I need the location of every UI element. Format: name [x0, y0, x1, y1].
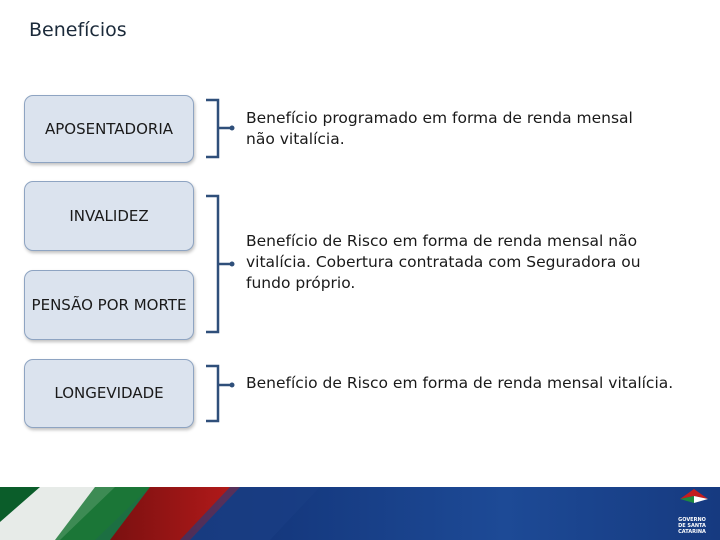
bracket-2: [206, 196, 218, 332]
bracket-1: [206, 100, 218, 157]
box-label: APOSENTADORIA: [44, 119, 174, 138]
description-1: Benefício programado em forma de renda mensal não vitalícia.: [246, 109, 633, 148]
box-label: INVALIDEZ: [69, 206, 149, 225]
logo-text: GOVERNO DE SANTA CATARINA: [678, 517, 706, 535]
box-label: PENSÃO POR MORTE: [31, 295, 187, 314]
footer-band: [0, 487, 720, 540]
bracket-3: [206, 366, 218, 421]
box-label: LONGEVIDADE: [54, 384, 164, 402]
description-2: Benefício de Risco em forma de renda mensal não vitalícia. Cobertura contratada com Seguradora ou fundo próprio.: [246, 232, 641, 292]
slide-title: Benefícios: [29, 19, 127, 41]
description-3: Benefício de Risco em forma de renda mensal vitalícia.: [246, 374, 674, 392]
footer-flag-graphic: [0, 487, 720, 540]
